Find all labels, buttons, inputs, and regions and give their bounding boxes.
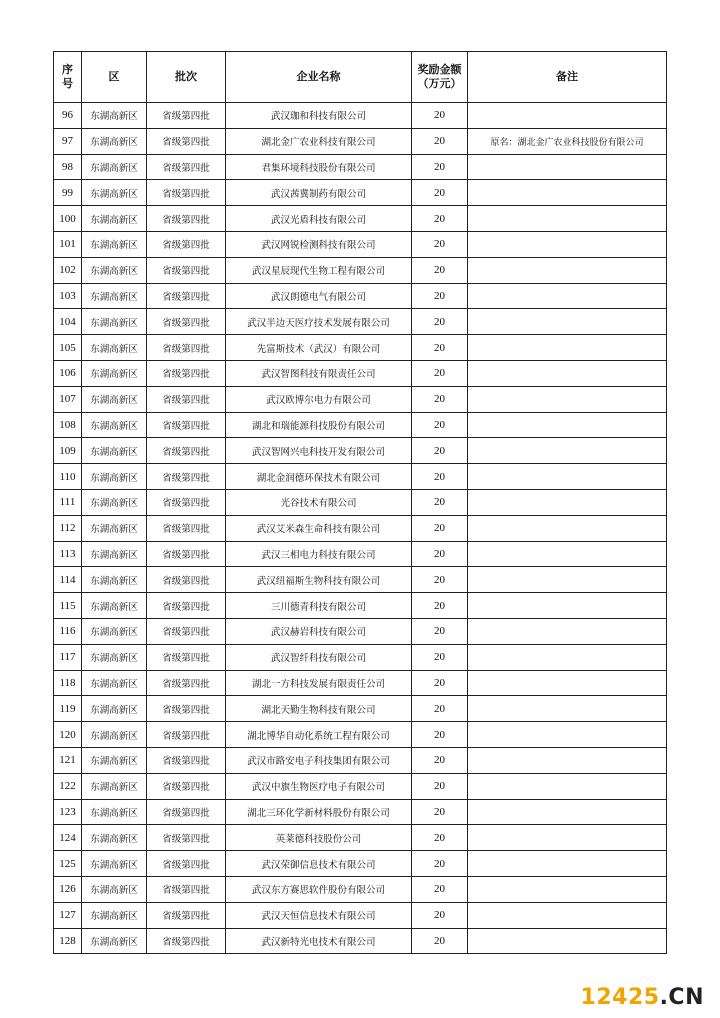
cell-amount: 20 [412,412,468,438]
cell-note [468,489,667,515]
cell-batch: 省级第四批 [147,876,226,902]
cell-note [468,928,667,954]
header-row [54,52,667,103]
cell-district: 东湖高新区 [82,360,147,386]
cell-note [468,386,667,412]
cell-amount: 20 [412,103,468,129]
cell-amount: 20 [412,464,468,490]
cell-amount: 20 [412,902,468,928]
cell-seq: 105 [54,335,82,361]
header-district: 区 [82,52,147,103]
cell-district: 东湖高新区 [82,412,147,438]
cell-company: 湖北和瑞能源科技股份有限公司 [226,412,412,438]
cell-amount: 20 [412,154,468,180]
cell-district: 东湖高新区 [82,851,147,877]
cell-company: 湖北金广农业科技有限公司 [226,128,412,154]
header-seq-label: 序号 [62,63,73,90]
cell-amount: 20 [412,928,468,954]
table-row [54,644,667,670]
cell-note [468,799,667,825]
cell-amount: 20 [412,515,468,541]
cell-company: 武汉纽福斯生物科技有限公司 [226,567,412,593]
cell-district: 东湖高新区 [82,593,147,619]
cell-company: 武汉市路安电子科技集团有限公司 [226,747,412,773]
cell-company: 湖北三环化学新材料股份有限公司 [226,799,412,825]
cell-batch: 省级第四批 [147,206,226,232]
cell-amount: 20 [412,696,468,722]
cell-seq: 119 [54,696,82,722]
cell-batch: 省级第四批 [147,103,226,129]
cell-amount: 20 [412,257,468,283]
cell-batch: 省级第四批 [147,515,226,541]
cell-note [468,696,667,722]
cell-seq: 101 [54,231,82,257]
table-row [54,464,667,490]
cell-seq: 102 [54,257,82,283]
cell-district: 东湖高新区 [82,103,147,129]
cell-amount: 20 [412,386,468,412]
cell-company: 武汉朗德电气有限公司 [226,283,412,309]
cell-district: 东湖高新区 [82,825,147,851]
cell-seq: 128 [54,928,82,954]
cell-batch: 省级第四批 [147,670,226,696]
cell-district: 东湖高新区 [82,309,147,335]
cell-seq: 127 [54,902,82,928]
cell-district: 东湖高新区 [82,335,147,361]
cell-note [468,644,667,670]
cell-company: 武汉东方赛思软件股份有限公司 [226,876,412,902]
cell-company: 武汉茜冀制药有限公司 [226,180,412,206]
cell-note [468,257,667,283]
table-row [54,851,667,877]
cell-company: 湖北天勤生物科技有限公司 [226,696,412,722]
cell-note [468,360,667,386]
cell-seq: 111 [54,489,82,515]
cell-note [468,722,667,748]
cell-district: 东湖高新区 [82,154,147,180]
header-note: 备注 [468,52,667,103]
table-row [54,103,667,129]
cell-batch: 省级第四批 [147,541,226,567]
cell-district: 东湖高新区 [82,515,147,541]
cell-note [468,851,667,877]
cell-batch: 省级第四批 [147,154,226,180]
table-row [54,257,667,283]
cell-amount: 20 [412,489,468,515]
cell-district: 东湖高新区 [82,747,147,773]
cell-amount: 20 [412,283,468,309]
cell-note [468,335,667,361]
cell-company: 三川德青科技有限公司 [226,593,412,619]
cell-note [468,773,667,799]
table-body [54,103,667,954]
cell-batch: 省级第四批 [147,825,226,851]
cell-seq: 96 [54,103,82,129]
cell-company: 湖北博华自动化系统工程有限公司 [226,722,412,748]
cell-district: 东湖高新区 [82,799,147,825]
table-row [54,722,667,748]
cell-amount: 20 [412,180,468,206]
header-amount-line1: 奖励金额 [417,63,462,76]
cell-company: 武汉智纤科技有限公司 [226,644,412,670]
cell-seq: 106 [54,360,82,386]
cell-batch: 省级第四批 [147,438,226,464]
cell-batch: 省级第四批 [147,644,226,670]
table-row [54,360,667,386]
cell-company: 湖北金润德环保技术有限公司 [226,464,412,490]
cell-company: 武汉光盾科技有限公司 [226,206,412,232]
cell-batch: 省级第四批 [147,567,226,593]
cell-district: 东湖高新区 [82,541,147,567]
cell-amount: 20 [412,360,468,386]
cell-note [468,747,667,773]
cell-district: 东湖高新区 [82,386,147,412]
cell-district: 东湖高新区 [82,670,147,696]
cell-seq: 100 [54,206,82,232]
cell-batch: 省级第四批 [147,335,226,361]
cell-note [468,670,667,696]
cell-district: 东湖高新区 [82,644,147,670]
cell-note [468,180,667,206]
header-amount-line2: （万元） [417,77,462,90]
cell-batch: 省级第四批 [147,593,226,619]
cell-district: 东湖高新区 [82,489,147,515]
cell-amount: 20 [412,851,468,877]
table-row [54,309,667,335]
cell-amount: 20 [412,309,468,335]
cell-batch: 省级第四批 [147,257,226,283]
cell-district: 东湖高新区 [82,128,147,154]
cell-district: 东湖高新区 [82,618,147,644]
cell-district: 东湖高新区 [82,206,147,232]
cell-company: 湖北一方科技发展有限责任公司 [226,670,412,696]
cell-amount: 20 [412,825,468,851]
cell-batch: 省级第四批 [147,618,226,644]
cell-batch: 省级第四批 [147,386,226,412]
cell-district: 东湖高新区 [82,257,147,283]
table-row [54,154,667,180]
cell-note [468,309,667,335]
cell-note [468,464,667,490]
cell-batch: 省级第四批 [147,180,226,206]
cell-note [468,206,667,232]
cell-note [468,567,667,593]
cell-seq: 99 [54,180,82,206]
cell-seq: 125 [54,851,82,877]
cell-seq: 97 [54,128,82,154]
cell-amount: 20 [412,799,468,825]
cell-seq: 115 [54,593,82,619]
table-row [54,231,667,257]
table-row [54,618,667,644]
cell-amount: 20 [412,231,468,257]
cell-company: 光谷技术有限公司 [226,489,412,515]
award-table [53,51,667,954]
cell-seq: 114 [54,567,82,593]
table-row [54,825,667,851]
table-row [54,386,667,412]
cell-district: 东湖高新区 [82,722,147,748]
table-row [54,541,667,567]
cell-batch: 省级第四批 [147,231,226,257]
cell-company: 武汉智网兴电科技开发有限公司 [226,438,412,464]
cell-seq: 109 [54,438,82,464]
table-row [54,670,667,696]
cell-amount: 20 [412,593,468,619]
cell-batch: 省级第四批 [147,283,226,309]
cell-company: 武汉智图科技有限责任公司 [226,360,412,386]
table-row [54,773,667,799]
cell-amount: 20 [412,644,468,670]
cell-amount: 20 [412,128,468,154]
cell-district: 东湖高新区 [82,180,147,206]
cell-batch: 省级第四批 [147,412,226,438]
table-row [54,515,667,541]
watermark-tld: .CN [659,985,704,1010]
cell-company: 武汉三相电力科技有限公司 [226,541,412,567]
table-row [54,283,667,309]
cell-note [468,412,667,438]
table-row [54,902,667,928]
cell-seq: 126 [54,876,82,902]
cell-amount: 20 [412,670,468,696]
cell-seq: 116 [54,618,82,644]
cell-seq: 107 [54,386,82,412]
cell-batch: 省级第四批 [147,464,226,490]
cell-note [468,541,667,567]
cell-district: 东湖高新区 [82,902,147,928]
cell-district: 东湖高新区 [82,876,147,902]
cell-batch: 省级第四批 [147,747,226,773]
cell-seq: 118 [54,670,82,696]
cell-district: 东湖高新区 [82,567,147,593]
cell-amount: 20 [412,876,468,902]
cell-note [468,902,667,928]
cell-batch: 省级第四批 [147,360,226,386]
cell-district: 东湖高新区 [82,696,147,722]
cell-company: 武汉中旗生物医疗电子有限公司 [226,773,412,799]
cell-company: 君集环境科技股份有限公司 [226,154,412,180]
cell-seq: 98 [54,154,82,180]
table-row [54,747,667,773]
cell-company: 武汉半边天医疗技术发展有限公司 [226,309,412,335]
cell-batch: 省级第四批 [147,902,226,928]
cell-district: 东湖高新区 [82,283,147,309]
table-row [54,489,667,515]
cell-note [468,618,667,644]
cell-company: 武汉荣御信息技术有限公司 [226,851,412,877]
cell-district: 东湖高新区 [82,928,147,954]
cell-batch: 省级第四批 [147,489,226,515]
cell-note [468,283,667,309]
cell-amount: 20 [412,438,468,464]
cell-note [468,103,667,129]
table-row [54,128,667,154]
cell-company: 武汉珈和科技有限公司 [226,103,412,129]
cell-company: 武汉星辰现代生物工程有限公司 [226,257,412,283]
header-amount [412,52,468,103]
cell-batch: 省级第四批 [147,309,226,335]
cell-company: 先富斯技术（武汉）有限公司 [226,335,412,361]
table-row [54,412,667,438]
cell-seq: 110 [54,464,82,490]
cell-amount: 20 [412,335,468,361]
cell-seq: 117 [54,644,82,670]
cell-batch: 省级第四批 [147,722,226,748]
cell-note [468,154,667,180]
cell-note: 原名：湖北金广农业科技股份有限公司 [468,128,667,154]
cell-company: 武汉新特光电技术有限公司 [226,928,412,954]
cell-company: 英莱德科技股份公司 [226,825,412,851]
watermark-number: 12425 [580,985,660,1010]
cell-company: 武汉赫岩科技有限公司 [226,618,412,644]
cell-seq: 122 [54,773,82,799]
cell-seq: 124 [54,825,82,851]
table-row [54,206,667,232]
table-row [54,567,667,593]
header-batch: 批次 [147,52,226,103]
cell-company: 武汉天恒信息技术有限公司 [226,902,412,928]
cell-amount: 20 [412,618,468,644]
table-row [54,876,667,902]
cell-note [468,438,667,464]
cell-seq: 103 [54,283,82,309]
cell-seq: 112 [54,515,82,541]
cell-seq: 123 [54,799,82,825]
site-watermark [581,985,704,1010]
cell-amount: 20 [412,206,468,232]
cell-batch: 省级第四批 [147,773,226,799]
cell-batch: 省级第四批 [147,851,226,877]
cell-seq: 121 [54,747,82,773]
cell-note [468,825,667,851]
cell-company: 武汉欧博尔电力有限公司 [226,386,412,412]
cell-seq: 113 [54,541,82,567]
cell-amount: 20 [412,567,468,593]
cell-note [468,876,667,902]
cell-district: 东湖高新区 [82,231,147,257]
cell-amount: 20 [412,773,468,799]
cell-company: 武汉艾米森生命科技有限公司 [226,515,412,541]
cell-amount: 20 [412,747,468,773]
cell-district: 东湖高新区 [82,438,147,464]
header-company: 企业名称 [226,52,412,103]
cell-batch: 省级第四批 [147,928,226,954]
cell-district: 东湖高新区 [82,773,147,799]
cell-district: 东湖高新区 [82,464,147,490]
cell-batch: 省级第四批 [147,128,226,154]
cell-note [468,593,667,619]
cell-batch: 省级第四批 [147,799,226,825]
cell-batch: 省级第四批 [147,696,226,722]
cell-note [468,515,667,541]
cell-company: 武汉网锐检测科技有限公司 [226,231,412,257]
table-row [54,928,667,954]
table-row [54,335,667,361]
table-row [54,438,667,464]
cell-amount: 20 [412,541,468,567]
header-seq [54,52,82,103]
cell-seq: 108 [54,412,82,438]
table-row [54,799,667,825]
table-row [54,593,667,619]
cell-amount: 20 [412,722,468,748]
table-row [54,696,667,722]
cell-seq: 104 [54,309,82,335]
table-row [54,180,667,206]
cell-seq: 120 [54,722,82,748]
cell-note [468,231,667,257]
